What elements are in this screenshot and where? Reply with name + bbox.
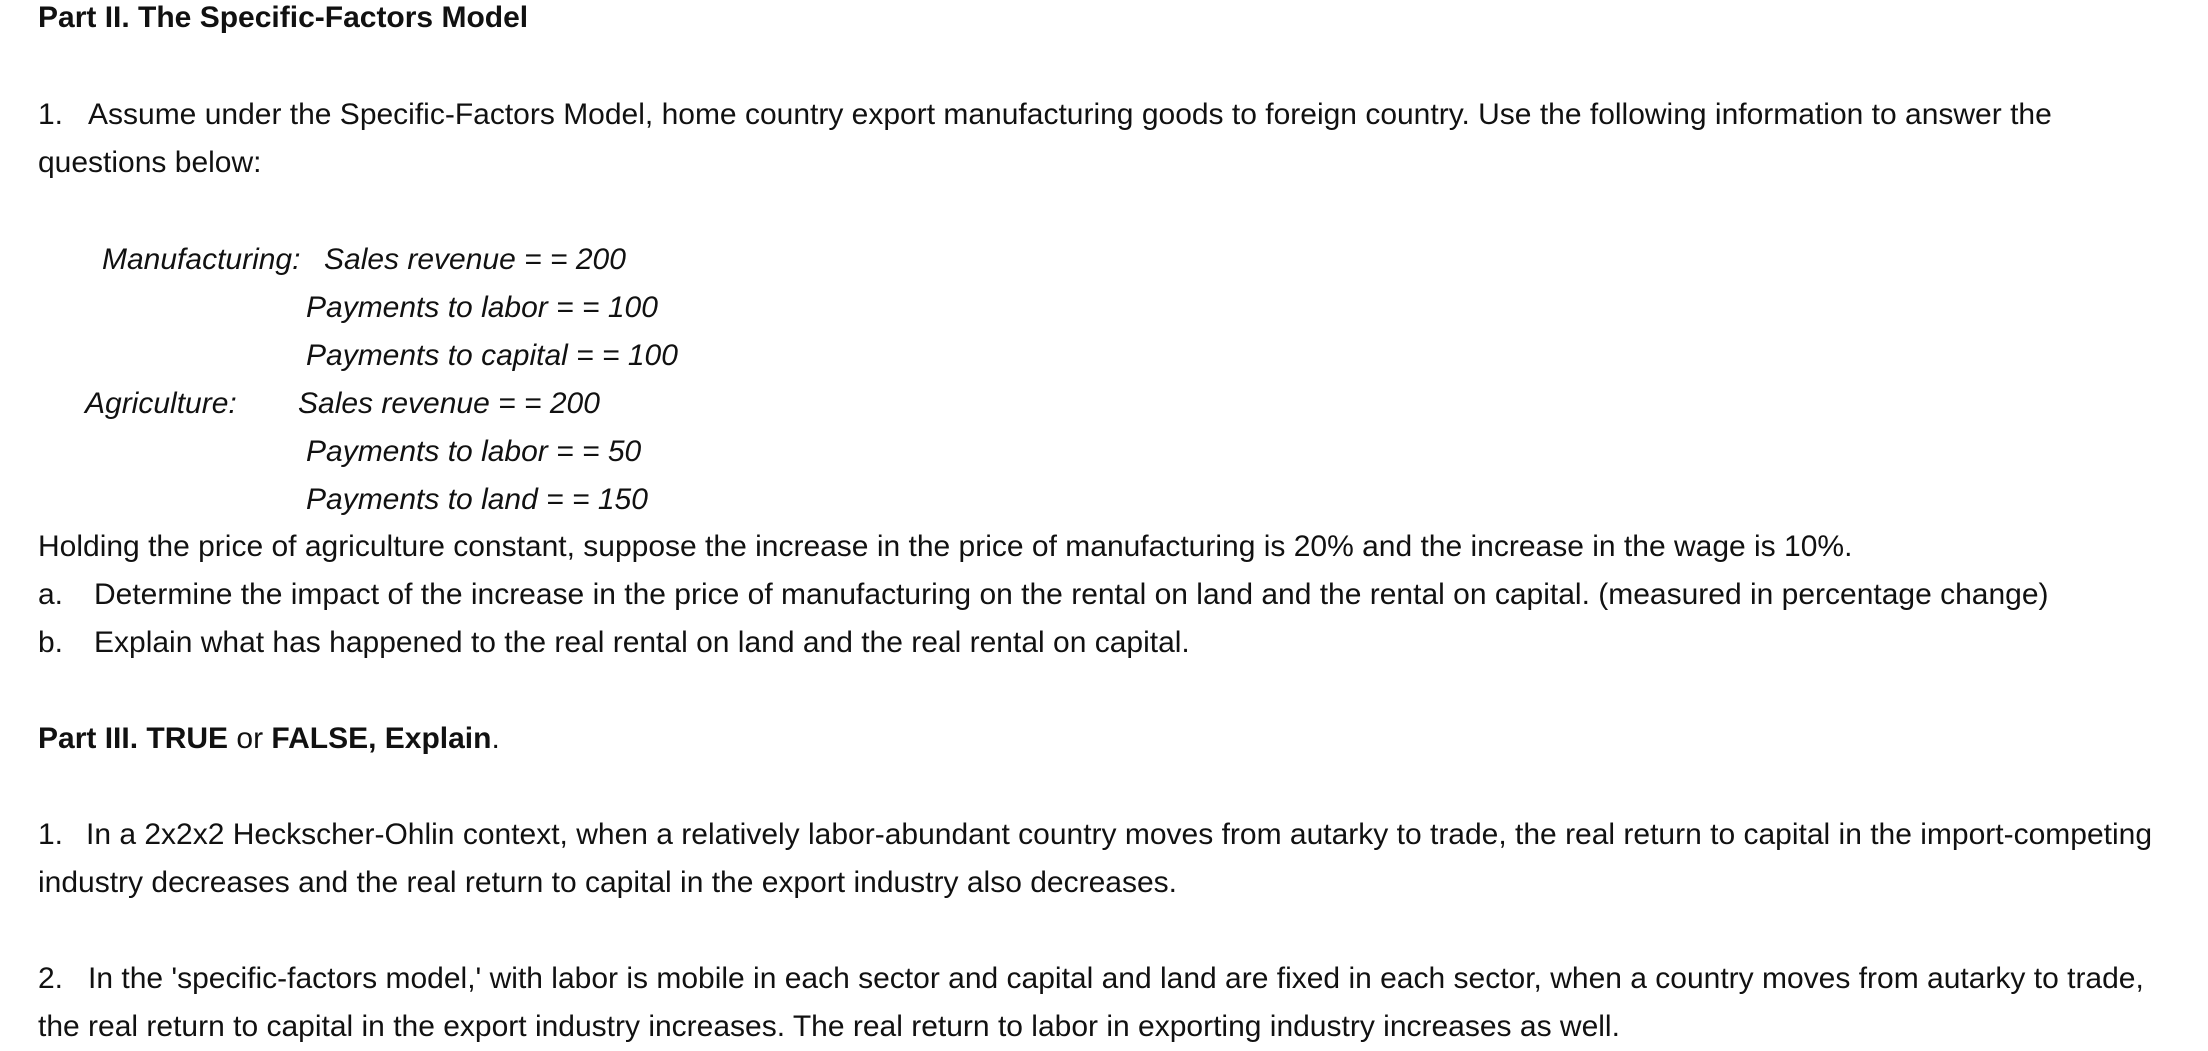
part2-question-1: [38, 91, 2188, 187]
sub-question-letter: b.: [38, 626, 64, 659]
part3-title-prefix: Part III. TRUE: [38, 722, 229, 755]
question-number: 2.: [38, 962, 64, 995]
manufacturing-payments-labor: Payments to labor = = 100: [306, 291, 658, 324]
agriculture-payments-labor: Payments to labor = = 50: [306, 435, 642, 468]
agriculture-sales-revenue: Sales revenue = = 200: [298, 387, 600, 420]
question-text: Assume under the Specific-Factors Model, home country export manufacturing goods to foreign country. Use the following information to answer the questions below:: [38, 98, 2052, 179]
part3-title-or: or: [228, 722, 272, 755]
sub-question-letter: a.: [38, 578, 64, 611]
sub-question-b: [38, 619, 1190, 667]
manufacturing-payments-capital: Payments to capital = = 100: [306, 339, 678, 372]
sub-question-text: Determine the impact of the increase in the price of manufacturing on the rental on land and the rental on capital. (measured in percentage change): [94, 578, 2049, 611]
question-number: 1.: [38, 98, 64, 131]
factor-payments-table: [38, 236, 1038, 526]
manufacturing-label: Manufacturing:: [102, 243, 301, 276]
manufacturing-sales-revenue: Sales revenue = = 200: [324, 243, 626, 276]
question-number: 1.: [38, 818, 64, 851]
sub-question-a: [38, 571, 2049, 619]
part2-title: Part II. The Specific-Factors Model: [38, 1, 529, 34]
part3-title-false: FALSE, Explain: [271, 722, 492, 755]
question-text: In a 2x2x2 Heckscher-Ohlin context, when a relatively labor-abundant country moves from autarky to trade, the real return to capital in the import-competing industry decreases and the real return to capital in the export industry also decreases.: [38, 818, 2153, 899]
part3-question-2: [38, 955, 2188, 1051]
question-text: In the 'specific-factors model,' with labor is mobile in each sector and capital and land are fixed in each sector, when a country moves from autarky to trade, the real return to capital in the export industry increases. The real return to labor in exporting industry increases as well.: [38, 962, 2144, 1043]
agriculture-label: Agriculture:: [85, 387, 237, 420]
part3-title-dot: .: [491, 722, 500, 755]
part3-title: [38, 715, 500, 763]
holding-statement: Holding the price of agriculture constant, suppose the increase in the price of manufacturing is 20% and the increase in the wage is 10%.: [38, 530, 1853, 563]
part3-question-1: [38, 811, 2188, 907]
agriculture-payments-land: Payments to land = = 150: [306, 483, 648, 516]
sub-question-text: Explain what has happened to the real rental on land and the real rental on capital.: [94, 626, 1190, 659]
